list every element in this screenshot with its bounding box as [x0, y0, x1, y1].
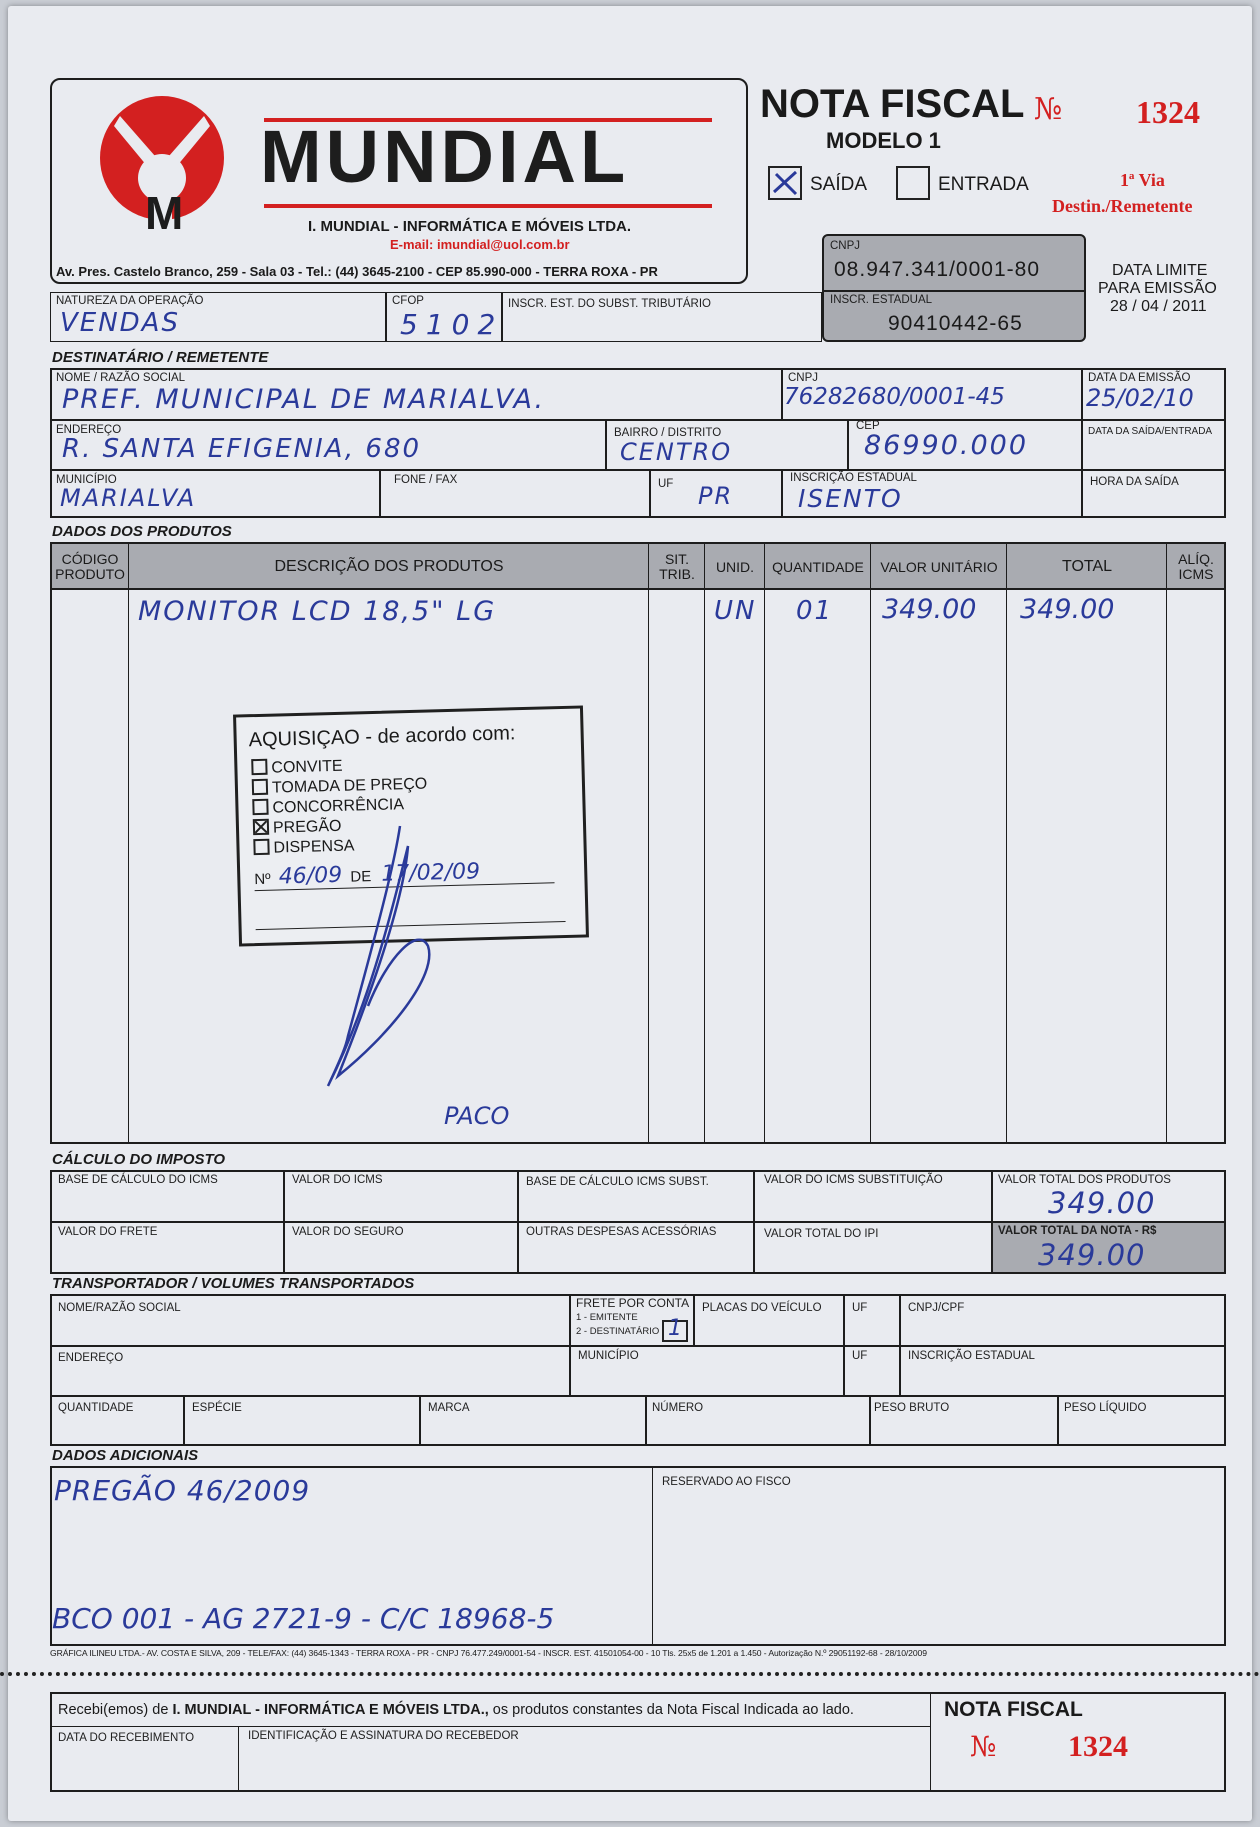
col-sep-unitval [1006, 542, 1007, 1144]
qty-label: QUANTIDADE [58, 1402, 134, 1414]
row-description: MONITOR LCD 18,5" LG [138, 596, 497, 627]
signature [308, 806, 448, 1096]
ipi-label: VALOR TOTAL DO IPI [764, 1228, 879, 1240]
products-header-rule [50, 588, 1226, 590]
issuer-address: Av. Pres. Castelo Branco, 259 - Sala 03 - Tel.: (44) 3645-2100 - CEP 85.990-000 - TERRA ROXA - PR [56, 264, 658, 279]
placas-label: PLACAS DO VEÍCULO [702, 1302, 822, 1314]
reserved-label: RESERVADO AO FISCO [662, 1476, 791, 1488]
tomada-checkbox [252, 779, 268, 795]
row-qty: 01 [796, 596, 834, 626]
transport-section-title: TRANSPORTADOR / VOLUMES TRANSPORTADOS [52, 1275, 415, 1292]
dispensa-label: DISPENSA [273, 837, 355, 857]
receipt-sign-label: IDENTIFICAÇÃO E ASSINATURA DO RECEBEDOR [248, 1730, 519, 1742]
valor-icms-label: VALOR DO ICMS [292, 1174, 383, 1186]
marca-label: MARCA [428, 1402, 470, 1414]
additional-section-title: DADOS ADICIONAIS [52, 1447, 199, 1464]
uf-value: PR [698, 482, 734, 510]
entrada-label: ENTRADA [938, 174, 1029, 195]
recipient-name: PREF. MUNICIPAL DE MARIALVA. [62, 384, 546, 415]
receipt-nf-rule [930, 1692, 931, 1792]
city-value: MARIALVA [60, 484, 197, 512]
peso-bruto-label: PESO BRUTO [874, 1402, 950, 1414]
tear-line [0, 1672, 1260, 1676]
nature-value: VENDAS [60, 308, 180, 338]
printer-info: GRÁFICA ILINEU LTDA.- AV. COSTA E SILVA, 209 - TELE/FAX: (44) 3645-1343 - TERRA ROXA - PR - CNPJ 76.477.249/0001-54 - INSCR. EST. 41501054-00 - 10 Tls. 25x5 de 1.201 a 1.450 - Autorização N.º 29051192-68 - 28/10/2009 [50, 1648, 927, 1658]
district-value: CENTRO [620, 438, 733, 466]
numero-label: NÚMERO [652, 1402, 704, 1414]
col-sep-qty [870, 542, 871, 1144]
products-section-title: DADOS DOS PRODUTOS [52, 523, 232, 540]
saida-label: SAÍDA [810, 174, 868, 195]
receipt-col-rule [238, 1726, 239, 1792]
nf-number: 1324 [1136, 94, 1200, 130]
base-subst-label: BASE DE CÁLCULO ICMS SUBST. [526, 1176, 709, 1188]
signature-note: PACO [444, 1102, 510, 1130]
exit-date-label: DATA DA SAÍDA/ENTRADA [1088, 426, 1213, 437]
nf-title: NOTA FISCAL [760, 82, 1025, 126]
recipient-ie-label: INSCRIÇÃO ESTADUAL [790, 472, 917, 484]
via-label: 1ª Via [1120, 170, 1165, 190]
th-code: CÓDIGO PRODUTO [55, 551, 125, 582]
receipt-text-pre: Recebi(emos) de [58, 1702, 169, 1718]
recipient-section-title: DESTINATÁRIO / REMETENTE [52, 349, 269, 366]
receipt-nf-title: NOTA FISCAL [944, 1698, 1083, 1721]
emission-date: 25/02/10 [1086, 384, 1194, 412]
issuer-ie: 90410442-65 [888, 312, 1023, 335]
th-unit-value: VALOR UNITÁRIO [880, 558, 998, 575]
valor-subst-label: VALOR DO ICMS SUBSTITUIÇÃO [764, 1174, 943, 1186]
issuer-cnpj-label: CNPJ [830, 240, 861, 252]
recipient-name-label: NOME / RAZÃO SOCIAL [56, 372, 186, 384]
nature-label: NATUREZA DA OPERAÇÃO [56, 295, 204, 307]
col-sep-sit [704, 542, 705, 1144]
address-value: R. SANTA EFIGENIA, 680 [62, 434, 422, 464]
cep-label: CEP [856, 420, 880, 432]
additional-line1: PREGÃO 46/2009 [54, 1474, 311, 1507]
uf-label: UF [658, 478, 674, 490]
district-label: BAIRRO / DISTRITO [614, 427, 722, 439]
frete-option-1: 1 - EMITENTE [576, 1312, 638, 1323]
via-destination: Destin./Remetente [1052, 196, 1193, 216]
concorrencia-checkbox [252, 799, 268, 815]
limit-line2: PARA EMISSÃO [1098, 280, 1217, 297]
frete-conta-label: FRETE POR CONTA [576, 1296, 690, 1310]
tomada-label: TOMADA DE PREÇO [271, 775, 428, 797]
tax-section-title: CÁLCULO DO IMPOSTO [52, 1151, 226, 1168]
issuer-cnpj: 08.947.341/0001-80 [834, 258, 1041, 281]
convite-label: CONVITE [271, 757, 343, 777]
concorrencia-label: CONCORRÊNCIA [272, 796, 405, 817]
col-sep-desc [648, 542, 649, 1144]
dispensa-checkbox [253, 839, 269, 855]
phone-label: FONE / FAX [394, 474, 458, 486]
receipt-nf-symbol: № [970, 1730, 997, 1763]
logo-letter: M [145, 187, 184, 239]
th-total: TOTAL [1061, 557, 1113, 575]
issuer-email: E-mail: imundial@uol.com.br [390, 237, 570, 252]
issuer-company: I. MUNDIAL - INFORMÁTICA E MÓVEIS LTDA. [308, 218, 632, 235]
products-table [50, 542, 1226, 1144]
nf-number-symbol: № [1034, 92, 1063, 127]
issuer-reg-divider [822, 290, 1086, 292]
carrier-city-label: MUNICÍPIO [578, 1350, 639, 1362]
th-qty: QUANTIDADE [772, 558, 864, 575]
pregao-checkbox [253, 819, 269, 835]
additional-line2: BCO 001 - AG 2721-9 - C/C 18968-5 [52, 1602, 555, 1635]
cep-value: 86990.000 [864, 430, 1029, 461]
stamp-date-prefix: DE [350, 868, 372, 886]
col-sep-unit [764, 542, 765, 1144]
entrada-checkbox [896, 166, 930, 200]
receipt-company: I. MUNDIAL - INFORMÁTICA E MÓVEIS LTDA., [172, 1702, 489, 1718]
receipt-text-post: os produtos constantes da Nota Fiscal Indicada ao lado. [492, 1702, 854, 1718]
convite-checkbox [251, 759, 267, 775]
receipt-row-rule [50, 1726, 930, 1727]
recipient-cnpj-label: CNPJ [788, 372, 819, 384]
frete-label: VALOR DO FRETE [58, 1226, 158, 1238]
stamp-title: AQUISIÇAO - de acordo com: [248, 722, 516, 752]
subst-label: INSCR. EST. DO SUBST. TRIBUTÁRIO [508, 298, 711, 310]
especie-label: ESPÉCIE [192, 1402, 242, 1414]
carrier-cnpj-label: CNPJ/CPF [908, 1302, 965, 1314]
saida-check-mark [770, 168, 800, 198]
th-aliq: ALÍQ. ICMS [1178, 551, 1214, 582]
receipt-date-label: DATA DO RECEBIMENTO [58, 1732, 195, 1744]
additional-divider [652, 1466, 653, 1646]
carrier-uf-label: UF [852, 1302, 868, 1314]
carrier-name-label: NOME/RAZÃO SOCIAL [58, 1302, 181, 1314]
peso-liquido-label: PESO LÍQUIDO [1064, 1402, 1147, 1414]
carrier-address-label: ENDEREÇO [58, 1352, 124, 1364]
row-total: 349.00 [1020, 594, 1115, 625]
emission-label: DATA DA EMISSÃO [1088, 372, 1191, 384]
pregao-label: PREGÃO [272, 817, 342, 837]
cfop-value: 5102 [400, 308, 504, 341]
cfop-label: CFOP [392, 295, 424, 307]
limit-date: 28 / 04 / 2011 [1110, 298, 1207, 315]
carrier-uf2-label: UF [852, 1350, 868, 1362]
saida-checkbox [768, 166, 802, 200]
stamp-date: 17/02/09 [381, 859, 481, 887]
total-note-value: 349.00 [1038, 1238, 1146, 1272]
col-sep-total [1166, 542, 1167, 1144]
col-sep-code [128, 542, 129, 1144]
frete-value: 1 [668, 1316, 684, 1341]
address-label: ENDEREÇO [56, 424, 122, 436]
invoice-paper [8, 6, 1252, 1821]
carrier-address-cell [50, 1346, 570, 1396]
receipt-text [58, 1702, 854, 1718]
th-description: DESCRIÇÃO DOS PRODUTOS [274, 557, 504, 575]
stamp-number: 46/09 [278, 862, 343, 890]
stamp-number-prefix: Nº [254, 870, 271, 889]
city-label: MUNICÍPIO [56, 474, 117, 486]
total-note-label: VALOR TOTAL DA NOTA - R$ [998, 1225, 1157, 1237]
pregao-check-mark [255, 821, 267, 833]
brand-name: MUNDIAL [260, 115, 630, 198]
frete-option-2: 2 - DESTINATÁRIO [576, 1326, 660, 1337]
exit-time-label: HORA DA SAÍDA [1090, 476, 1179, 488]
recipient-cnpj: 76282680/0001-45 [784, 384, 1005, 410]
receipt-nf-number: 1324 [1068, 1730, 1128, 1763]
row-unit: UN [714, 596, 757, 626]
carrier-ie-label: INSCRIÇÃO ESTADUAL [908, 1350, 1035, 1362]
th-sit: SIT. TRIB. [659, 551, 695, 582]
limit-line1: DATA LIMITE [1112, 262, 1208, 279]
row-unit-value: 349.00 [882, 594, 977, 625]
th-unit: UNID. [715, 558, 755, 575]
outras-label: OUTRAS DESPESAS ACESSÓRIAS [526, 1226, 717, 1238]
nf-model: MODELO 1 [826, 128, 941, 153]
total-products-label: VALOR TOTAL DOS PRODUTOS [998, 1174, 1171, 1186]
recipient-ie: ISENTO [798, 484, 903, 513]
seguro-label: VALOR DO SEGURO [292, 1226, 404, 1238]
total-products-value: 349.00 [1048, 1186, 1156, 1220]
issuer-ie-label: INSCR. ESTADUAL [830, 294, 933, 306]
brand-rule-bottom [264, 204, 712, 208]
base-icms-label: BASE DE CÁLCULO DO ICMS [58, 1174, 218, 1186]
